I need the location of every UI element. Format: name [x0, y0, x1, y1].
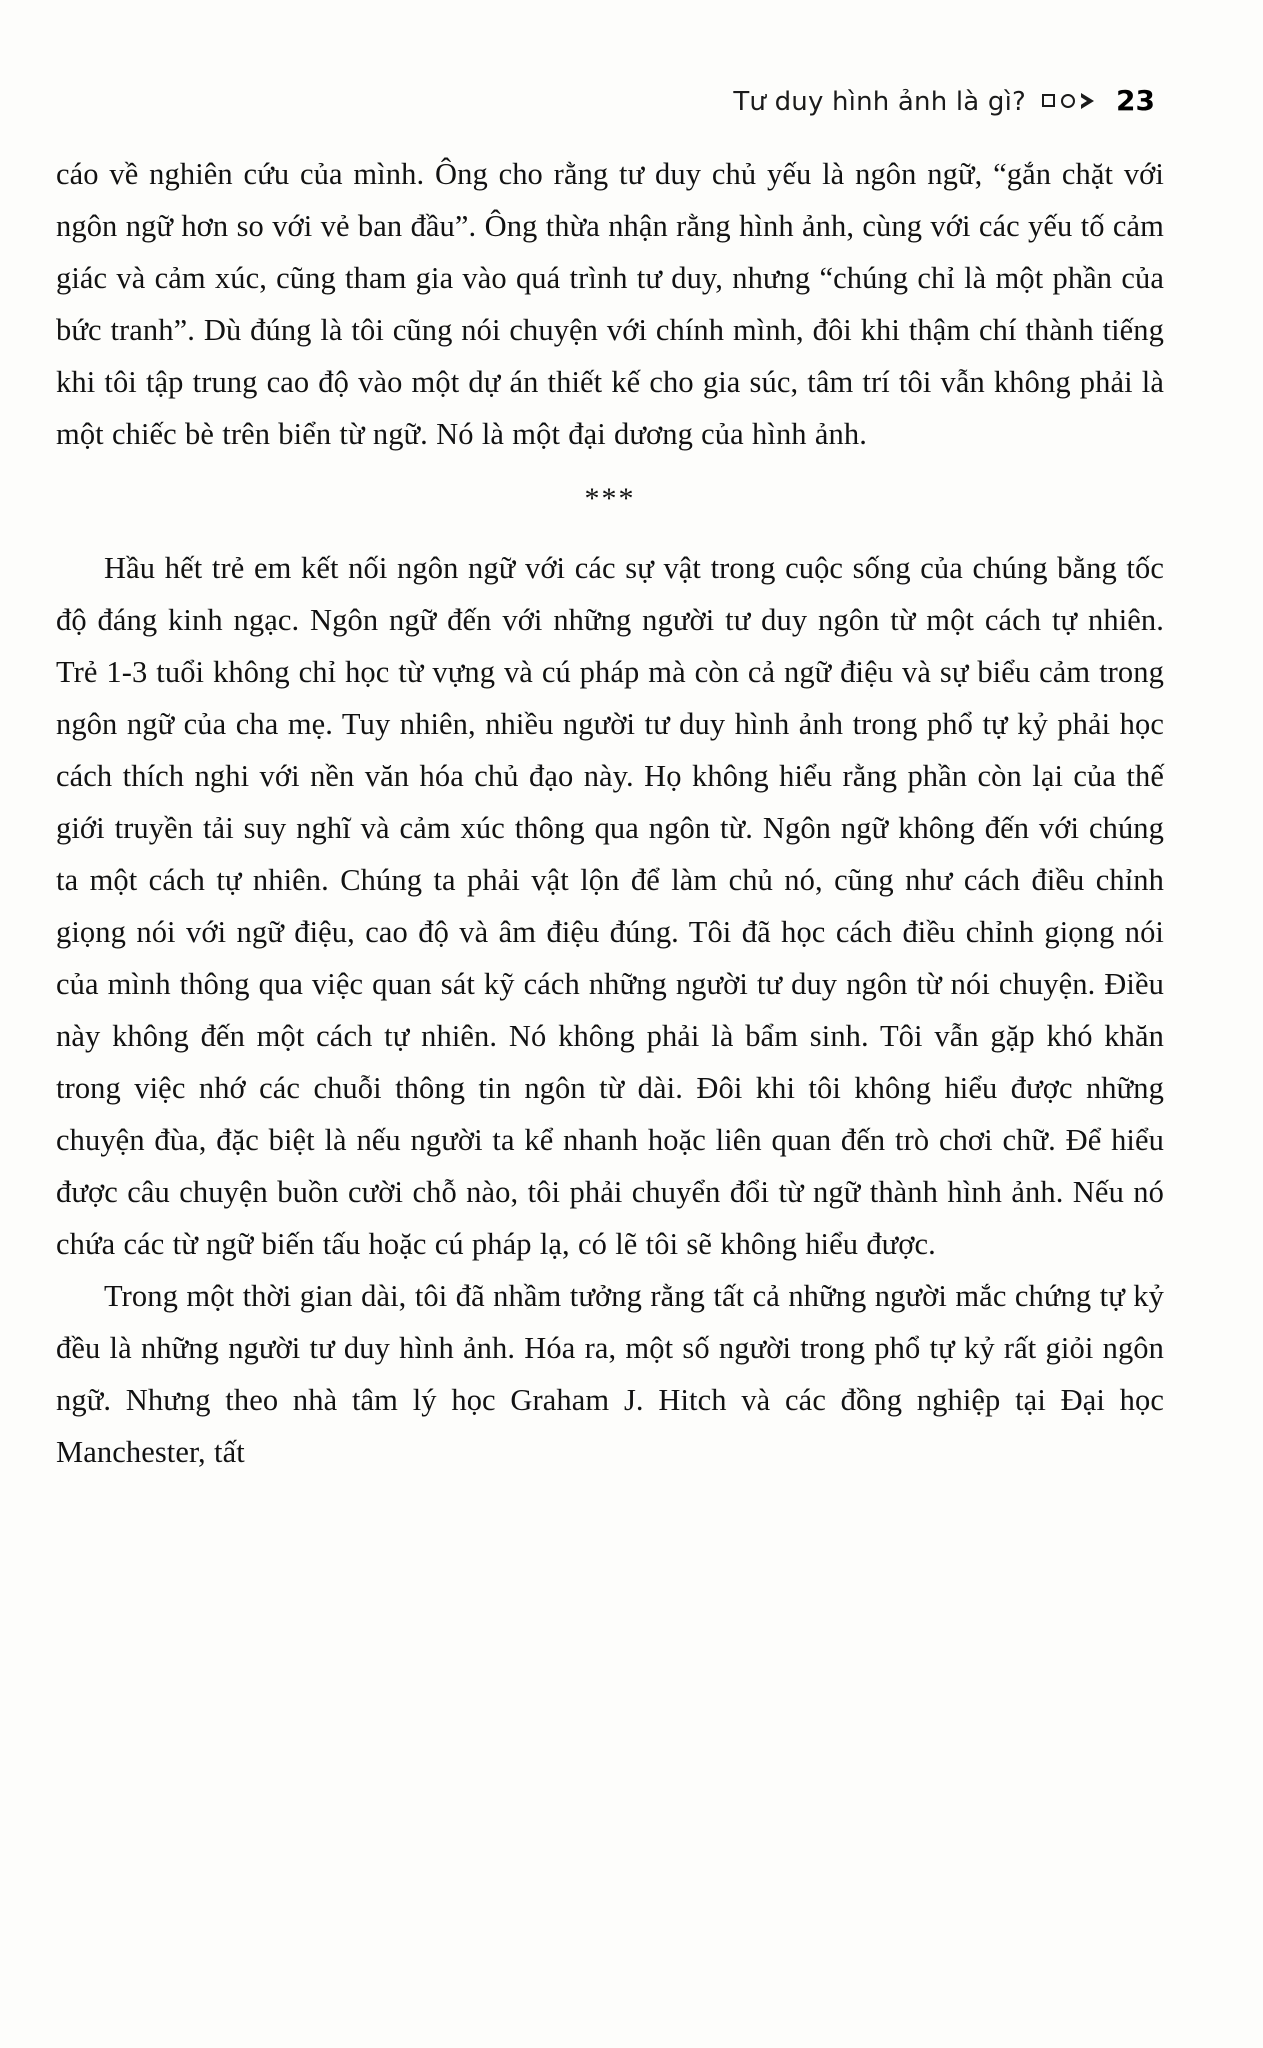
paragraph-language-acquisition: Hầu hết trẻ em kết nối ngôn ngữ với các sự vật trong cuộc sống của chúng bằng tốc độ đáng kinh ngạc. Ngôn ngữ đến với những người tư duy ngôn từ một cách tự nhiên. Trẻ 1-3 tuổi không chỉ học từ vựng và cú pháp mà còn cả ngữ điệu và sự biểu cảm trong ngôn ngữ của cha mẹ. Tuy nhiên, nhiều người tư duy hình ảnh trong phổ tự kỷ phải học cách thích nghi với nền văn hóa chủ đạo này. Họ không hiểu rằng phần còn lại của thế giới truyền tải suy nghĩ và cảm xúc thông qua ngôn từ. Ngôn ngữ không đến với chúng ta một cách tự nhiên. Chúng ta phải vật lộn để làm chủ nó, cũng như cách điều chỉnh giọng nói với ngữ điệu, cao độ và âm điệu đúng. Tôi đã học cách điều chỉnh giọng nói của mình thông qua việc quan sát kỹ cách những người tư duy ngôn từ nói chuyện. Điều này không đến một cách tự nhiên. Nó không phải là bẩm sinh. Tôi vẫn gặp khó khăn trong việc nhớ các chuỗi thông tin ngôn từ dài. Đôi khi tôi không hiểu được những chuyện đùa, đặc biệt là nếu người ta kể nhanh hoặc liên quan đến trò chơi chữ. Để hiểu được câu chuyện buồn cười chỗ nào, tôi phải chuyển đổi từ ngữ thành hình ảnh. Nếu nó chứa các từ ngữ biến tấu hoặc cú pháp lạ, có lẽ tôi sẽ không hiểu được.: [56, 551, 1164, 1261]
triangle-right-outline-icon: [1081, 93, 1094, 109]
page-title: Tư duy hình ảnh là gì?: [733, 87, 1027, 117]
body-text-block: [56, 148, 1164, 1478]
square-outline-icon: [1042, 94, 1055, 107]
page-number: 23: [1116, 84, 1155, 117]
circle-outline-icon: [1061, 94, 1075, 108]
paragraph-continuation: cáo về nghiên cứu của mình. Ông cho rằng tư duy chủ yếu là ngôn ngữ, “gắn chặt với ngôn ngữ hơn so với vẻ ban đầu”. Ông thừa nhận rằng hình ảnh, cùng với các yếu tố cảm giác và cảm xúc, cũng tham gia vào quá trình tư duy, nhưng “chúng chỉ là một phần của bức tranh”. Dù đúng là tôi cũng nói chuyện với chính mình, đôi khi thậm chí thành tiếng khi tôi tập trung cao độ vào một dự án thiết kế cho gia súc, tâm trí tôi vẫn không phải là một chiếc bè trên biển từ ngữ. Nó là một đại dương của hình ảnh.: [56, 157, 1164, 451]
paragraph-autism-research: Trong một thời gian dài, tôi đã nhầm tưởng rằng tất cả những người mắc chứng tự kỷ đều là những người tư duy hình ảnh. Hóa ra, một số người trong phổ tự kỷ rất giỏi ngôn ngữ. Nhưng theo nhà tâm lý học Graham J. Hitch và các đồng nghiệp tại Đại học Manchester, tất: [56, 1279, 1164, 1469]
running-header: [60, 84, 1155, 117]
scene-break-asterisks: ***: [584, 482, 636, 515]
header-ornament-group: [1042, 93, 1094, 109]
